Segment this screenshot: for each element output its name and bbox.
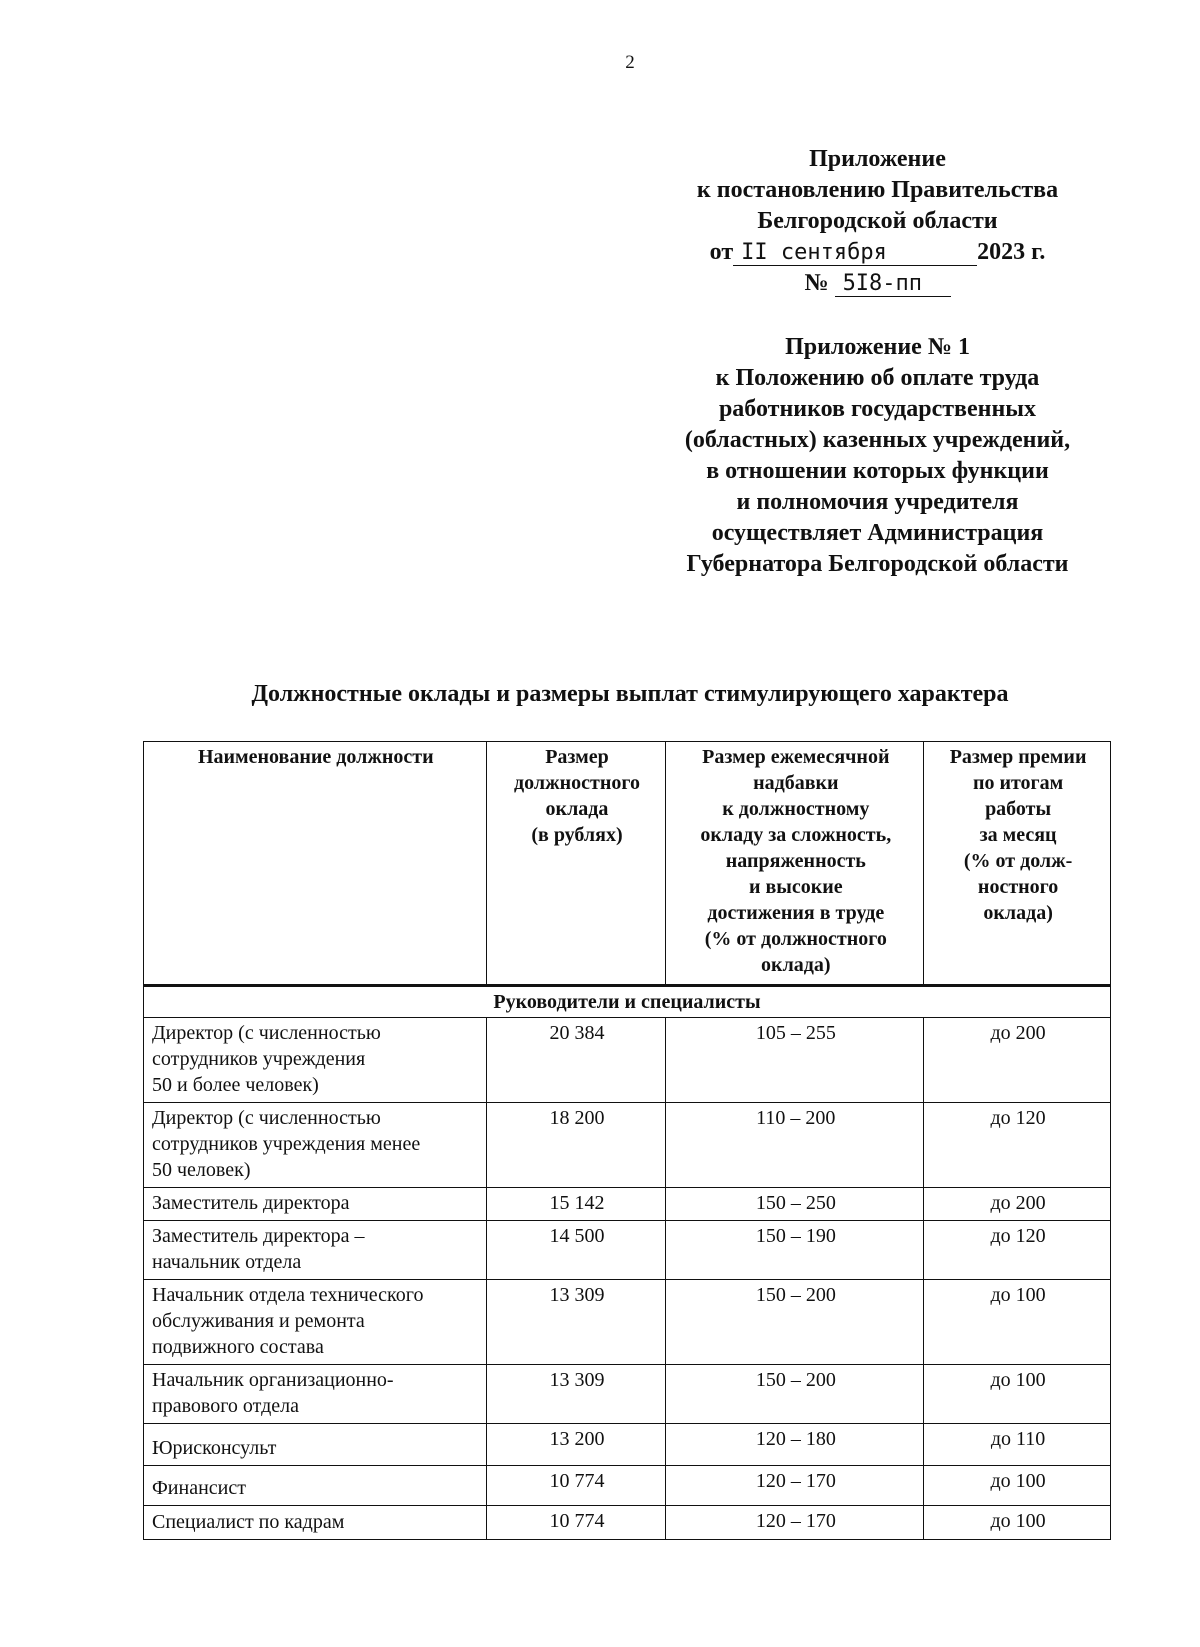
appendix-line: к постановлению Правительства: [696, 177, 1059, 203]
table-row: [144, 1280, 1111, 1365]
bonus-cell: до 120: [924, 1221, 1111, 1280]
date-suffix: 2023 г.: [977, 239, 1046, 265]
appendix1-line: и полномочия учредителя: [736, 489, 1019, 515]
salary-cell: 14 500: [486, 1221, 666, 1280]
position-name: [144, 1466, 487, 1506]
header-line: работы: [985, 798, 1052, 820]
position-line: Заместитель директора: [152, 1192, 350, 1214]
header-salary: [486, 742, 666, 986]
table-row: [144, 1221, 1111, 1280]
table-row: [144, 1424, 1111, 1466]
position-name: [144, 1103, 487, 1188]
bonus-cell: до 110: [924, 1424, 1111, 1466]
date-prefix: от: [709, 239, 734, 265]
header-position: [144, 742, 487, 986]
table-row: [144, 1103, 1111, 1188]
appendix-number: [640, 268, 1115, 299]
appendix-date: [640, 237, 1115, 268]
appendix-title: Приложение: [809, 146, 946, 172]
position-line: сотрудников учреждения менее: [152, 1133, 421, 1155]
allowance-cell: 120 – 180: [666, 1424, 924, 1466]
salary-cell: 20 384: [486, 1018, 666, 1103]
bonus-cell: до 120: [924, 1103, 1111, 1188]
salary-cell: 10 774: [486, 1466, 666, 1506]
salary-table: [143, 741, 1111, 1540]
table-header-row: [144, 742, 1111, 986]
allowance-cell: 150 – 200: [666, 1365, 924, 1424]
bonus-cell: до 100: [924, 1506, 1111, 1540]
salary-cell: 13 200: [486, 1424, 666, 1466]
header-line: Размер ежемесячной: [702, 746, 890, 768]
header-line: по итогам: [972, 772, 1064, 794]
position-name: [144, 1280, 487, 1365]
number-prefix: №: [804, 270, 829, 296]
table-row: [144, 1506, 1111, 1540]
allowance-cell: 150 – 200: [666, 1280, 924, 1365]
header-line: и высокие: [748, 876, 843, 898]
table-row: [144, 1365, 1111, 1424]
allowance-cell: 150 – 250: [666, 1188, 924, 1221]
position-line: Начальник отдела технического: [152, 1284, 424, 1306]
appendix-line: Белгородской области: [757, 208, 998, 234]
header-line: оклада): [761, 954, 831, 976]
bonus-cell: до 100: [924, 1280, 1111, 1365]
header-line: достижения в труде: [707, 902, 885, 924]
allowance-cell: 120 – 170: [666, 1466, 924, 1506]
header-line: (% от должностного: [704, 928, 887, 950]
position-line: 50 человек): [152, 1159, 251, 1181]
position-line: Юрисконсульт: [152, 1437, 277, 1459]
position-name: [144, 1506, 487, 1540]
header-line: к должностному: [722, 798, 870, 820]
position-line: подвижного состава: [152, 1336, 324, 1358]
position-line: обслуживания и ремонта: [152, 1310, 365, 1332]
appendix1-line: в отношении которых функции: [706, 458, 1049, 484]
number-value: 5I8-пп: [835, 272, 951, 297]
table-row: [144, 1018, 1111, 1103]
position-line: Директор (с численностью: [152, 1107, 381, 1129]
bonus-cell: до 100: [924, 1466, 1111, 1506]
salary-cell: 13 309: [486, 1280, 666, 1365]
header-line: напряженность: [725, 850, 866, 872]
appendix1-line: Губернатора Белгородской области: [686, 551, 1069, 577]
salary-cell: 15 142: [486, 1188, 666, 1221]
appendix1-line: Приложение № 1: [785, 334, 970, 360]
header-line: оклада): [983, 902, 1053, 924]
header-line: надбавки: [753, 772, 839, 794]
position-line: Заместитель директора –: [152, 1225, 365, 1247]
header-line: ностного: [977, 876, 1059, 898]
position-line: правового отдела: [152, 1395, 300, 1417]
position-name: [144, 1018, 487, 1103]
header-line: оклада: [545, 798, 609, 820]
bonus-cell: до 200: [924, 1188, 1111, 1221]
header-allowance: [666, 742, 924, 986]
appendix1-line: (областных) казенных учреждений,: [684, 427, 1071, 453]
position-line: начальник отдела: [152, 1251, 302, 1273]
date-value: II сентября: [733, 241, 977, 266]
appendix-header: [640, 144, 1115, 299]
allowance-cell: 110 – 200: [666, 1103, 924, 1188]
appendix1-header: [640, 332, 1115, 580]
header-line: Наименование должности: [197, 746, 434, 768]
header-line: Размер премии: [949, 746, 1087, 768]
table-row: [144, 1466, 1111, 1506]
table-title: Должностные оклады и размеры выплат стимулирующего характера: [251, 681, 1009, 707]
appendix1-line: осуществляет Администрация: [711, 520, 1044, 546]
header-line: (в рублях): [531, 824, 623, 846]
position-line: Директор (с численностью: [152, 1022, 381, 1044]
header-line: окладу за сложность,: [700, 824, 892, 846]
salary-cell: 10 774: [486, 1506, 666, 1540]
allowance-cell: 120 – 170: [666, 1506, 924, 1540]
position-name: [144, 1221, 487, 1280]
position-line: Специалист по кадрам: [152, 1511, 345, 1533]
appendix1-line: к Положению об оплате труда: [715, 365, 1040, 391]
header-line: Размер: [545, 746, 609, 768]
position-line: Финансист: [152, 1477, 246, 1499]
position-name: [144, 1188, 487, 1221]
allowance-cell: 105 – 255: [666, 1018, 924, 1103]
position-line: сотрудников учреждения: [152, 1048, 366, 1070]
bonus-cell: до 100: [924, 1365, 1111, 1424]
header-line: (% от долж-: [963, 850, 1073, 872]
section-row: [144, 986, 1111, 1018]
appendix1-line: работников государственных: [718, 396, 1037, 422]
salary-cell: 18 200: [486, 1103, 666, 1188]
salary-cell: 13 309: [486, 1365, 666, 1424]
position-name: [144, 1424, 487, 1466]
position-name: [144, 1365, 487, 1424]
table-row: [144, 1188, 1111, 1221]
bonus-cell: до 200: [924, 1018, 1111, 1103]
position-line: Начальник организационно-: [152, 1369, 394, 1391]
header-line: за месяц: [979, 824, 1057, 846]
allowance-cell: 150 – 190: [666, 1221, 924, 1280]
position-line: 50 и более человек): [152, 1074, 319, 1096]
header-bonus: [924, 742, 1111, 986]
page-number: 2: [625, 52, 635, 73]
section-label: Руководители и специалисты: [144, 986, 1111, 1018]
header-line: должностного: [514, 772, 640, 794]
